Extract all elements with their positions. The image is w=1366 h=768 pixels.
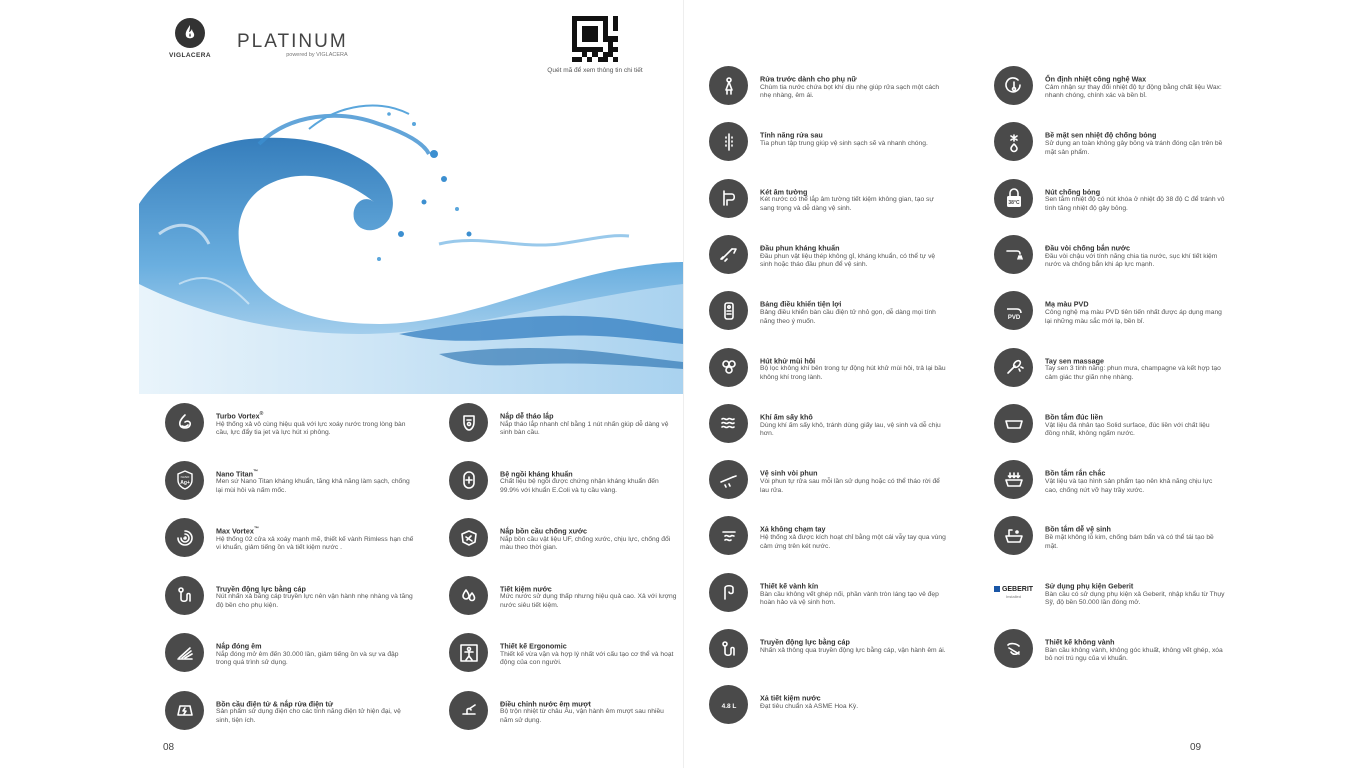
feature-item [709, 404, 949, 443]
warm-air-dryer-icon [709, 404, 748, 443]
feature-text [1045, 516, 1226, 551]
feature-title: Bồn tắm dễ vệ sinh [1045, 524, 1111, 534]
nozzle-clean-icon [709, 460, 748, 499]
feature-text [1045, 573, 1226, 608]
page-number-left: 08 [163, 742, 175, 753]
product-sub: powered by VIGLACERA [286, 52, 348, 58]
svg-text:NANO: NANO [180, 475, 189, 479]
feature-description: Tay sen 3 tính năng: phun mưa, champagne và kết hợp tạo cảm giác thư giãn nhẹ nhàng. [1045, 365, 1221, 381]
feature-item [709, 573, 949, 612]
feature-description: Bàn cầu không vết ghép nối, phần vành tròn láng tạo vẻ đẹp hoàn hảo và vệ sinh hơn. [760, 590, 939, 607]
feature-text [1045, 235, 1226, 270]
feature-text [760, 348, 949, 383]
feature-text [760, 629, 946, 655]
svg-text:4.8 L: 4.8 L [721, 702, 736, 710]
feature-item [165, 518, 415, 557]
page-number-right: 09 [1190, 742, 1202, 753]
safety-lock-icon [994, 179, 1033, 218]
massage-shower-icon [994, 348, 1033, 387]
feature-item [994, 291, 1226, 330]
feature-text [1045, 122, 1226, 157]
feature-title: Rửa trước dành cho phụ nữ [760, 74, 857, 84]
wax-thermostat-icon [994, 66, 1033, 105]
feature-description: Dùng khí ấm sấy khô, tránh dùng giấy lau, vệ sinh và dễ chịu hơn. [760, 421, 941, 438]
feature-description: Tia phun tập trung giúp vệ sinh sạch sẽ và nhanh chóng. [760, 140, 928, 148]
feature-description: Vòi phun tự rửa sau mỗi lần sử dụng hoặc có thể tháo rời để lau rửa. [760, 477, 940, 494]
feature-description: Vật liệu đá nhân tạo Solid surface, đúc liền với chất liệu đồng nhất, không ngấm nước. [1045, 421, 1210, 438]
feature-description: Chùm tia nước chứa bọt khí dịu nhẹ giúp rửa sạch một cách nhẹ nhàng, êm ái. [760, 83, 940, 100]
feature-title: Bồn tắm đúc liền [1045, 412, 1103, 422]
feature-text [216, 633, 415, 668]
quick-release-lid-icon [449, 403, 488, 442]
feature-text [1045, 460, 1226, 495]
feature-item [994, 348, 1226, 387]
feature-description: Hệ thống 02 cửa xả xoáy mạnh mẽ, thiết kế vành Rimless hạn chế vi khuẩn, giảm tiếng ồn và tiết kiệm nước . [216, 535, 414, 552]
feature-item [994, 629, 1226, 668]
feature-item [709, 685, 949, 724]
viglacera-logo [161, 18, 219, 59]
feature-title: Khí ấm sấy khô [760, 412, 813, 422]
feature-title: Bảng điều khiển tiện lợi [760, 299, 842, 309]
feature-title: Đầu phun kháng khuẩn [760, 243, 840, 253]
feature-text [216, 518, 415, 553]
feature-description: Bàn cầu có sử dụng phụ kiện xả Geberit, nhập khẩu từ Thụy Sỹ, độ bền 50.000 lần đóng mở. [1045, 590, 1225, 607]
feature-text [216, 576, 415, 611]
logo-text: VIGLACERA [169, 52, 211, 59]
feature-title: Thiết kế Ergonomic [500, 641, 567, 651]
feature-title: Bồn cầu điện tử & nắp rửa điện tử [216, 698, 334, 708]
feature-item [709, 291, 949, 330]
feature-description: Nắp bồn cầu vật liệu UF, chống xước, chịu lực, chống đổi màu theo thời gian. [500, 535, 671, 552]
feature-description: Bộ trộn nhiệt từ châu Âu, vận hành êm mượt sau nhiều năm sử dụng. [500, 708, 664, 724]
feature-item [449, 461, 677, 500]
feature-text [760, 66, 949, 101]
feature-title: Xả không chạm tay [760, 524, 826, 534]
feature-item [994, 516, 1226, 555]
antibacterial-seat-icon [449, 461, 488, 500]
feature-title: Két âm tường [760, 186, 808, 196]
feature-description: Bộ lọc không khí bên trong tự động hút khử mùi hôi, trả lại bầu không khí trong lành. [760, 365, 946, 381]
feature-item [449, 633, 677, 672]
feature-text [760, 516, 949, 551]
feature-title: Nắp bồn cầu chống xước [500, 526, 587, 536]
feature-item [994, 122, 1226, 161]
feature-description: Bảng điều khiển bàn cầu điện tử nhỏ gọn, dễ dàng mọi tính năng theo ý muốn. [760, 309, 936, 325]
feature-text [500, 518, 677, 553]
electric-seat-icon [165, 691, 204, 730]
feature-item [709, 348, 949, 387]
feature-description: Chất liệu bệ ngồi được chứng nhận kháng khuẩn đến 99.9% với khuẩn E.Coli và tụ cầu vàng. [500, 478, 659, 494]
feature-title: Nắp dễ tháo lắp [500, 411, 554, 421]
feature-title: Tính năng rửa sau [760, 130, 823, 140]
feature-title: Hút khử mùi hôi [760, 355, 816, 365]
feature-description: Bàn cầu không vành, không góc khuất, không vết ghép, xóa bỏ nơi trú ngụ của vi khuẩn. [1045, 646, 1223, 663]
flame-icon [175, 18, 205, 48]
rimless-icon [994, 629, 1033, 668]
feature-description: Két nước có thể lắp âm tường tiết kiệm không gian, tạo sự sang trọng và dễ dàng vệ sinh. [760, 196, 934, 213]
feature-description: Sản phẩm sử dụng điện cho các tính năng điện tử hiện đại, vệ sinh, tiện ích. [216, 708, 401, 724]
feature-item [994, 66, 1226, 105]
feature-description: Nhấn xả thông qua truyền động lực bằng cáp, vận hành êm ái. [760, 646, 946, 654]
feature-item [449, 691, 677, 730]
feature-item [165, 461, 415, 500]
feature-item [709, 629, 949, 668]
scratch-resistant-lid-icon [449, 518, 488, 557]
feature-title: Tiết kiệm nước [500, 583, 552, 593]
svg-text:PVD: PVD [1007, 314, 1020, 321]
feature-description: Đạt tiêu chuẩn xả ASME Hoa Kỳ. [760, 703, 859, 711]
feature-text [760, 235, 949, 270]
feature-title: Nút chống bỏng [1045, 186, 1101, 196]
solid-bathtub-icon [994, 460, 1033, 499]
feature-title: Điều chỉnh nước êm mượt [500, 698, 591, 708]
qr-caption: Quét mã để xem thông tin chi tiết [547, 67, 643, 74]
feature-text [500, 576, 677, 611]
feature-text [760, 460, 949, 495]
feature-text [1045, 629, 1226, 664]
turbo-vortex-icon [165, 403, 204, 442]
feature-title: Bồn tắm rắn chắc [1045, 468, 1106, 478]
qr-block [531, 16, 659, 74]
water-saving-icon [449, 576, 488, 615]
feature-text [760, 179, 949, 214]
feature-title: Thiết kế vành kín [760, 581, 819, 591]
feature-description: Nắp đóng mở êm đến 30.000 lần, giảm tiếng ồn và sự va đập trong quá trình sử dụng. [216, 650, 399, 667]
feature-description: Nắp tháo lắp nhanh chỉ bằng 1 nút nhấn giúp dễ dàng vệ sinh bàn cầu. [500, 420, 669, 437]
feature-text [1045, 404, 1226, 439]
feature-title: Mạ màu PVD [1045, 299, 1089, 309]
feature-description: Cảm nhận sự thay đổi nhiệt độ tự động bằng chất liệu Wax: nhanh chóng, chính xác và bền bỉ. [1045, 83, 1222, 100]
right-page [683, 0, 1227, 768]
feature-item [709, 122, 949, 161]
water-saving-48-icon [709, 685, 748, 724]
feature-text [760, 404, 949, 439]
feature-title: Xả tiết kiệm nước [760, 693, 821, 703]
feature-text [500, 403, 677, 438]
platinum-logo [237, 32, 348, 58]
feature-description: Sử dụng an toàn không gây bỏng và tránh đóng cặn trên bề mặt sản phẩm. [1045, 140, 1223, 156]
feature-title: Bệ ngồi kháng khuẩn [500, 468, 573, 478]
feature-title: Nắp đóng êm [216, 641, 262, 651]
feature-text [760, 573, 949, 608]
svg-text:Ag+: Ag+ [179, 480, 190, 486]
feature-description: Sen tắm nhiệt độ có nút khóa ở nhiệt độ 38 độ C để tránh vô tình tăng nhiệt độ gây bỏng. [1045, 196, 1225, 213]
rear-wash-icon [709, 122, 748, 161]
concealed-tank-icon [709, 179, 748, 218]
feature-item [165, 403, 415, 442]
feature-item [709, 179, 949, 218]
feature-description: Hệ thống xả vô cùng hiệu quả với lực xoáy nước trong lòng bàn cầu, lực đẩy tia jet và lực hút xi phông. [216, 420, 406, 437]
feature-description: Công nghệ mạ màu PVD tiên tiến nhất được áp dụng mang lại những màu sắc mới lạ, bền bỉ. [1045, 309, 1222, 325]
feature-title: Thiết kế không vành [1045, 637, 1115, 647]
smooth-lever-icon [449, 691, 488, 730]
feature-description: Nút nhấn xả bằng cáp truyền lực nên vận hành nhẹ nhàng và tăng độ bền cho phụ kiện. [216, 593, 413, 609]
rimless-design-icon [709, 573, 748, 612]
feature-item [165, 633, 415, 672]
feature-title: Truyền động lực bằng cáp [760, 637, 850, 647]
remote-control-icon [709, 291, 748, 330]
feature-item [449, 403, 677, 442]
feature-title: Turbo Vortex® [216, 411, 264, 421]
feature-title: Bề mặt sen nhiệt độ chống bỏng [1045, 130, 1157, 140]
ergonomic-icon [449, 633, 488, 672]
feature-title: Ổn định nhiệt công nghệ Wax [1045, 74, 1147, 84]
water-splash-image [139, 84, 683, 394]
feature-text [760, 122, 928, 148]
feature-item [994, 179, 1226, 218]
qr-code-icon[interactable] [572, 16, 618, 62]
feature-text [1045, 179, 1226, 214]
feature-item [709, 235, 949, 274]
left-page [139, 0, 683, 768]
soft-close-lid-icon [165, 633, 204, 672]
feature-description: Mức nước sử dụng thấp nhưng hiệu quả cao. Xả với lượng nước siêu tiết kiệm. [500, 593, 677, 609]
feature-title: Truyền động lực bằng cáp [216, 583, 306, 593]
easy-clean-bathtub-icon [994, 516, 1033, 555]
feature-title: Đầu vòi chống bắn nước [1045, 243, 1130, 253]
feature-item [709, 516, 949, 555]
feature-item [165, 576, 415, 615]
feature-title: Sử dụng phụ kiện Geberit [1045, 581, 1134, 591]
feature-item [709, 460, 949, 499]
feature-text [1045, 348, 1226, 383]
feature-item [449, 576, 677, 615]
feature-item [994, 573, 1226, 612]
feature-item [165, 691, 415, 730]
cool-touch-shower-icon [994, 122, 1033, 161]
feature-description: Thiết kế vừa vặn và hợp lý nhất với cấu tạo cơ thể và hoạt động của con người. [500, 650, 674, 667]
feature-description: Hệ thống xả được kích hoạt chỉ bằng một cái vẫy tay qua vùng cảm ứng trên két nước. [760, 534, 946, 550]
nano-titan-icon [165, 461, 204, 500]
pvd-coating-icon [994, 291, 1033, 330]
feature-description: Vật liệu và tạo hình sản phẩm tạo nên khả năng chịu lực cao, chống nứt vỡ hay trầy xước. [1045, 477, 1213, 494]
feature-text [1045, 66, 1226, 101]
touchless-flush-icon [709, 516, 748, 555]
svg-text:38°C: 38°C [1007, 200, 1020, 207]
feature-text [760, 291, 949, 326]
feature-description: Bề mặt không lỗ kim, chống bám bẩn và có thể tái tạo bề mặt. [1045, 534, 1214, 550]
geberit-logo-icon: GEBERIT Installed [994, 573, 1033, 612]
anti-splash-faucet-icon [994, 235, 1033, 274]
feature-description: Đầu vòi chậu với tính năng chia tia nước, sục khí tiết kiệm nước và chống bắn khi áp lực mạnh. [1045, 252, 1218, 269]
feature-description: Đầu phun vật liệu thép không gỉ, kháng khuẩn, có thể tự vệ sinh hoặc tháo đầu phun để vệ sinh. [760, 252, 936, 269]
feature-item [994, 460, 1226, 499]
feature-text [500, 691, 677, 726]
feature-text [216, 461, 415, 496]
feature-text [216, 691, 415, 726]
feature-text [760, 685, 858, 711]
cast-bathtub-icon [994, 404, 1033, 443]
feature-title: Vệ sinh vòi phun [760, 468, 818, 478]
feature-title: Nano Titan™ [216, 468, 259, 478]
brand-header [161, 18, 348, 59]
deodorizer-icon [709, 348, 748, 387]
feature-title: Tay sen massage [1045, 355, 1104, 365]
feature-text [500, 461, 677, 496]
feminine-wash-icon [709, 66, 748, 105]
feature-text [1045, 291, 1226, 326]
feature-item [994, 404, 1226, 443]
product-line: PLATINUM [237, 31, 348, 52]
feature-item [709, 66, 949, 105]
feature-text [216, 403, 415, 438]
feature-description: Men sứ Nano Titan kháng khuẩn, tăng khả năng làm sạch, chống lại mùi hôi và nấm mốc. [216, 478, 410, 494]
cable-drive-icon [165, 576, 204, 615]
cable-drive-icon [709, 629, 748, 668]
feature-title: Max Vortex™ [216, 526, 259, 536]
antibacterial-nozzle-icon [709, 235, 748, 274]
feature-item [449, 518, 677, 557]
feature-text [500, 633, 677, 668]
max-vortex-icon [165, 518, 204, 557]
feature-item [994, 235, 1226, 274]
